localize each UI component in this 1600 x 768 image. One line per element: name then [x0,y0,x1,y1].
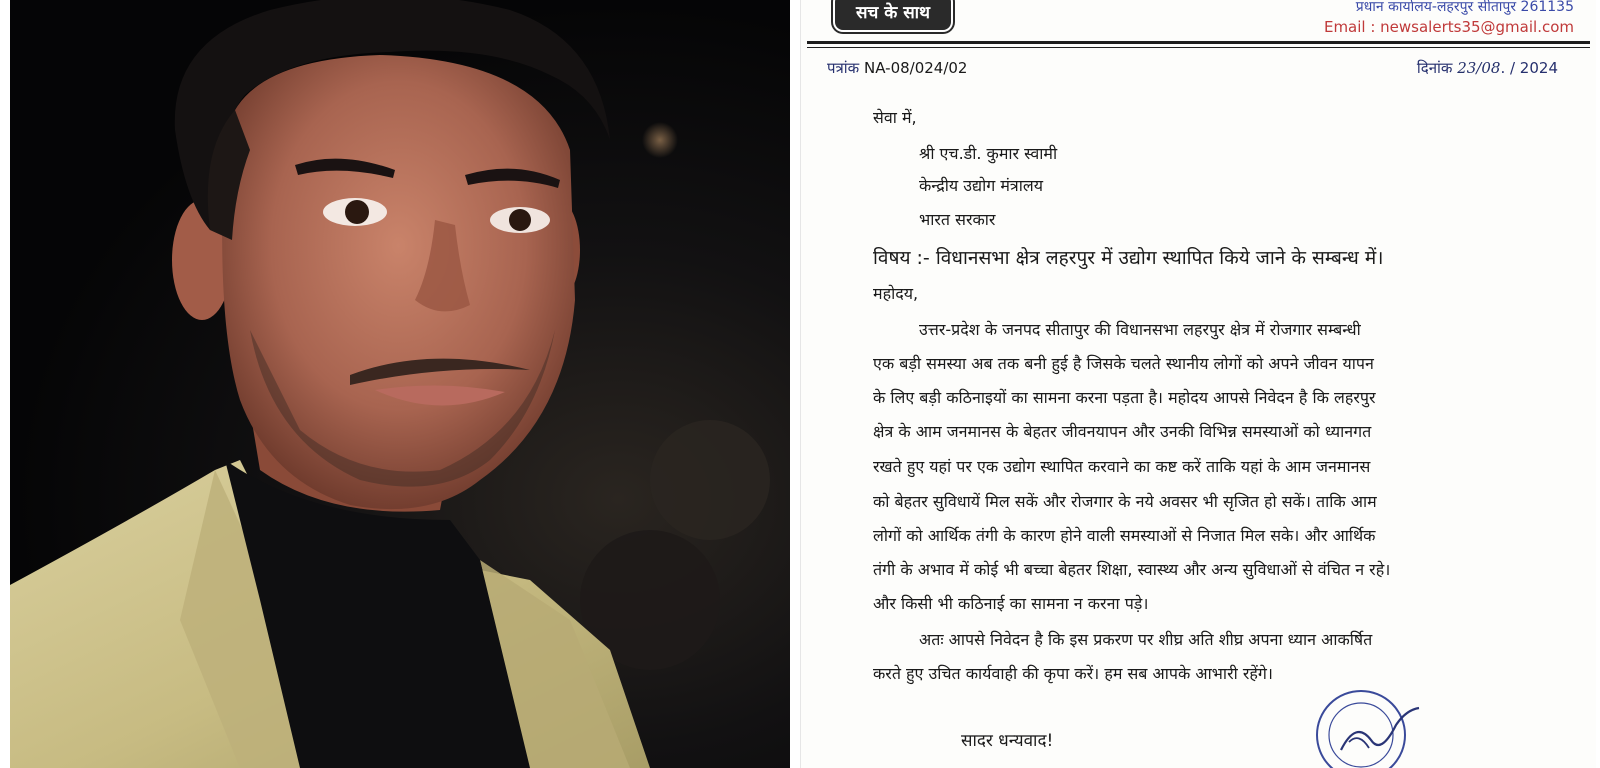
reference-label: पत्रांक [827,59,860,77]
salutation: सेवा में, [873,108,917,127]
body-line: क्षेत्र के आम जनमानस के बेहतर जीवनयापन और उनकी विभिन्न समस्याओं को ध्यानगत [873,422,1372,441]
letter-document [800,0,1596,768]
body-line: के लिए बड़ी कठिनाइयों का सामना करना पड़ता है। महोदय आपसे निवेदन है कि लहरपुर [873,388,1376,407]
letter-date [1417,58,1558,78]
logo-text: सच के साथ [856,3,930,23]
header-rule-thick [807,41,1590,44]
recipient-name: श्री एच.डी. कुमार स्वामी [919,144,1058,163]
body-line: उत्तर-प्रदेश के जनपद सीतापुर की विधानसभा लहरपुर क्षेत्र में रोजगार सम्बन्धी [919,320,1361,339]
letter-greeting: महोदय, [873,284,919,303]
body-line: लोगों को आर्थिक तंगी के कारण होने वाली समस्याओं से निजात मिल सके। और आर्थिक [873,526,1376,545]
office-address: प्रधान कार्यालय-लहरपुर सीतापुर 261135 [1355,0,1574,15]
body-line: रखते हुए यहां पर एक उद्योग स्थापित करवाने का कष्ट करें ताकि यहां के आम जनमानस [873,457,1371,476]
recipient-ministry: केन्द्रीय उद्योग मंत्रालय [919,176,1043,195]
portrait-illustration [10,0,790,768]
date-year: . / 2024 [1500,59,1558,77]
date-handwritten: 23/08 [1457,59,1501,77]
body-line: करते हुए उचित कार्यवाही की कृपा करें। हम सब आपके आभारी रहेंगे। [873,664,1273,683]
body-line: एक बड़ी समस्या अब तक बनी हुई है जिसके चलते स्थानीय लोगों को अपने जीवन यापन [873,354,1374,373]
newspaper-logo [835,0,951,30]
reference-value: NA-08/024/02 [864,59,968,77]
body-line: अतः आपसे निवेदन है कि इस प्रकरण पर शीघ्र अति शीघ्र अपना ध्यान आकर्षित [919,630,1373,649]
official-stamp-and-signature [1311,680,1421,768]
letter-subject: विषय :- विधानसभा क्षेत्र लहरपुर में उद्योग स्थापित किये जाने के सम्बन्ध में। [873,247,1384,269]
body-line: तंगी के अभाव में कोई भी बच्चा बेहतर शिक्षा, स्वास्थ्य और अन्य सुविधाओं से वंचित न रहे। [873,560,1391,579]
office-email: Email : newsalerts35@gmail.com [1323,18,1574,36]
recipient-government: भारत सरकार [919,210,996,229]
portrait-photo [10,0,790,768]
date-label: दिनांक [1416,59,1453,77]
reference-number [827,58,967,78]
body-line: और किसी भी कठिनाई का सामना न करना पड़े। [873,594,1149,613]
letter-closing: सादर धन्यवाद! [961,731,1054,751]
header-rule-thin [807,47,1590,48]
body-line: को बेहतर सुविधायें मिल सकें और रोजगार के नये अवसर भी सृजित हो सकें। ताकि आम [873,492,1377,511]
